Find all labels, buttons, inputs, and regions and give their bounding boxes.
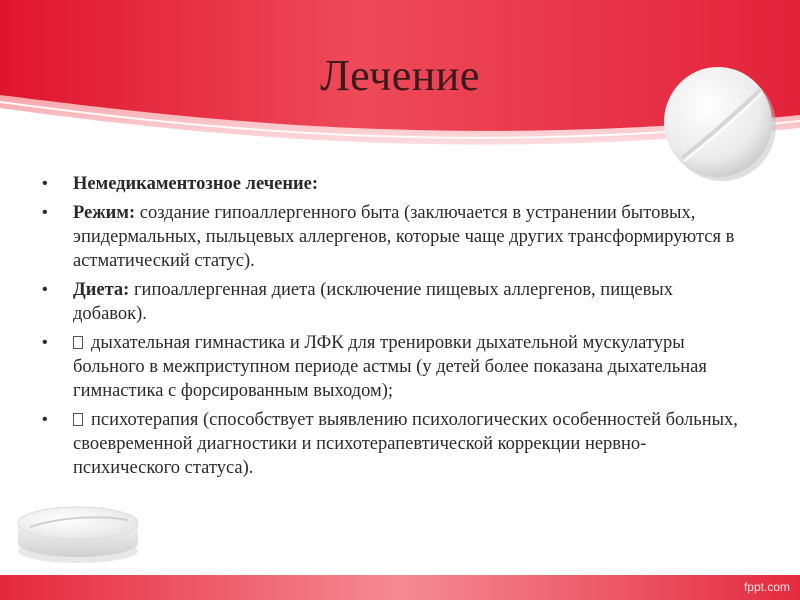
pill-icon bbox=[660, 62, 780, 184]
list-item bbox=[40, 278, 740, 326]
missing-glyph-box-icon bbox=[73, 413, 83, 426]
list-item bbox=[40, 172, 740, 196]
bullet-text: дыхательная гимнастика и ЛФК для тренировки дыхательной мускулатуры больного в межприступном периоде астмы (у детей более показана дыхательная гимнастика с форсированным выходом); bbox=[73, 333, 707, 401]
page-title: Лечение bbox=[320, 51, 480, 100]
pill-icon bbox=[10, 495, 145, 567]
footer-band bbox=[0, 575, 800, 600]
bullet-dot-icon: • bbox=[42, 411, 48, 428]
missing-glyph-box-icon bbox=[73, 336, 83, 349]
bullet-lead: Немедикаментозное лечение: bbox=[73, 174, 319, 194]
bullet-text: гипоаллергенная диета (исключение пищевых аллергенов, пищевых добавок). bbox=[73, 280, 673, 324]
bullet-dot-icon: • bbox=[42, 175, 48, 192]
bullet-list bbox=[40, 172, 740, 485]
list-item bbox=[40, 201, 740, 273]
bullet-text: создание гипоаллергенного быта (заключается в устранении бытовых, эпидермальных, пыльцевых аллергенов, которые чаще других трансформируются в астматический статус). bbox=[73, 203, 735, 271]
list-item bbox=[40, 331, 740, 403]
bullet-dot-icon: • bbox=[42, 204, 48, 221]
bullet-dot-icon: • bbox=[42, 281, 48, 298]
bullet-lead: Режим: bbox=[73, 203, 136, 223]
list-item bbox=[40, 408, 740, 480]
bullet-lead: Диета: bbox=[73, 280, 130, 300]
bullet-text: психотерапия (способствует выявлению психологических особенностей больных, своевременной диагностики и психотерапевтической коррекции нервно-психического статуса). bbox=[73, 410, 738, 478]
footer-watermark: fppt.com bbox=[743, 580, 790, 594]
bullet-dot-icon: • bbox=[42, 334, 48, 351]
